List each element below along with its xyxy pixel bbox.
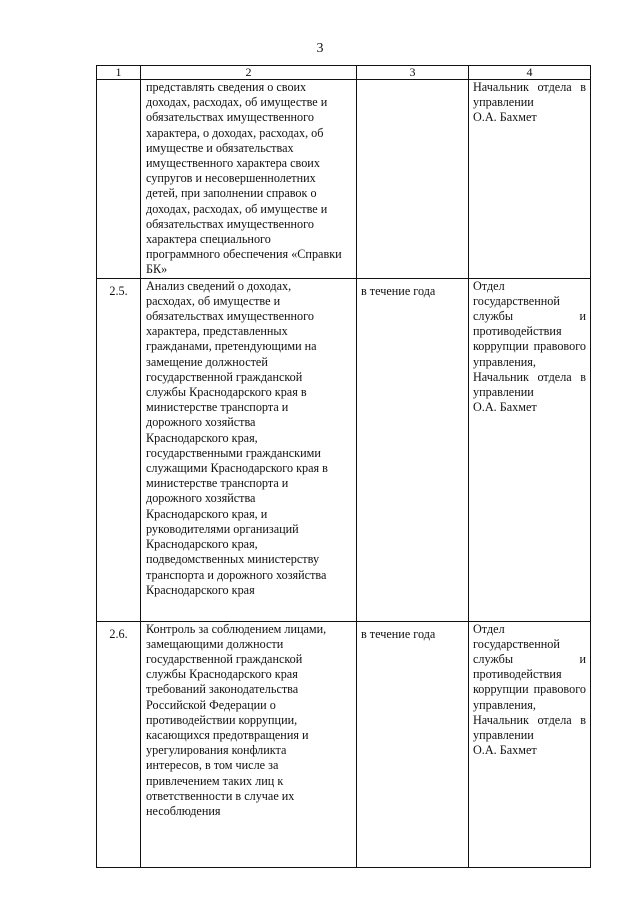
measures-table — [96, 65, 591, 868]
responsible-word: противодействия — [473, 324, 562, 339]
text-line: представлять сведения о своих — [146, 80, 307, 94]
text-line: Краснодарского края, — [146, 537, 258, 552]
text-line: БК» — [146, 262, 168, 277]
text-line: требований законодательства — [146, 682, 299, 697]
responsible-word: государственной — [473, 293, 560, 308]
responsible-line — [473, 370, 586, 385]
text-line: Краснодарского края, — [146, 430, 258, 445]
text-line: государственной гражданской — [146, 369, 303, 384]
responsible-word: отдела — [537, 712, 572, 727]
text-line: государственной гражданской — [146, 652, 303, 667]
text-line: характера, представленных — [146, 324, 288, 339]
responsible-word: службы — [473, 309, 514, 324]
responsible-line — [473, 728, 586, 743]
text-line: гражданами, претендующими на — [146, 339, 317, 354]
text-line: подведомственных министерству — [146, 552, 320, 567]
responsible-line — [473, 355, 586, 370]
text-line: Контроль за соблюдением лицами, — [146, 621, 327, 636]
text-line: программного обеспечения «Справки — [146, 247, 342, 262]
responsible-word: управлении — [473, 385, 534, 400]
responsible-word: в — [580, 80, 586, 94]
item-description — [141, 278, 357, 621]
responsible-word: правового — [533, 682, 586, 697]
text-line: интересов, в том числе за — [146, 758, 279, 773]
item-description — [141, 621, 357, 867]
text-line: Анализ сведений о доходах, — [146, 278, 292, 293]
text-line: транспорта и дорожного хозяйства — [146, 567, 327, 582]
text-line: доходах, расходах, об имуществе и — [146, 201, 328, 216]
responsible-line — [473, 637, 586, 652]
responsible-line — [473, 279, 586, 294]
text-line: доходах, расходах, об имуществе и — [146, 95, 328, 110]
table-row — [97, 80, 591, 279]
responsible-line — [473, 622, 586, 637]
responsible-word: управления, — [473, 354, 536, 369]
responsible-word: службы — [473, 652, 514, 667]
column-header-1: 1 — [97, 66, 141, 80]
text-line: имущественного характера своих — [146, 156, 320, 171]
text-line: службы Краснодарского края в — [146, 385, 307, 400]
responsible-line — [473, 294, 586, 309]
table-row — [97, 278, 591, 621]
text-line: характера специального — [146, 232, 271, 247]
responsible-line — [473, 110, 586, 125]
responsible-line — [473, 667, 586, 682]
responsible-word: О.А. Бахмет — [473, 400, 537, 415]
header-row — [97, 66, 591, 80]
responsible-line — [473, 80, 586, 95]
responsible-line — [473, 309, 586, 324]
text-line: имуществе и обязательствах — [146, 140, 294, 155]
item-description — [141, 80, 357, 279]
text-line: министерстве транспорта и — [146, 400, 289, 415]
text-line: руководителями организаций — [146, 521, 299, 536]
item-number: 2.5. — [97, 278, 141, 621]
column-header-3: 3 — [357, 66, 469, 80]
text-line: детей, при заполнении справок о — [146, 186, 317, 201]
responsible-line — [473, 743, 586, 758]
responsible-word: Начальник — [473, 80, 529, 94]
responsible-word: отдела — [537, 369, 572, 384]
text-line: обязательствах имущественного — [146, 110, 314, 125]
responsible-word: Отдел — [473, 278, 505, 293]
item-responsible — [469, 278, 591, 621]
text-line: служащими Краснодарского края в — [146, 461, 328, 476]
text-line: несоблюдения — [146, 804, 221, 819]
text-line: характера, о доходах, расходах, об — [146, 125, 324, 140]
responsible-word: коррупции — [473, 339, 529, 354]
item-term: в течение года — [357, 278, 469, 621]
responsible-line — [473, 385, 586, 400]
responsible-line — [473, 652, 586, 667]
responsible-word: в — [580, 369, 586, 384]
table-row — [97, 621, 591, 867]
responsible-word: противодействия — [473, 667, 562, 682]
text-line: урегулирования конфликта — [146, 743, 287, 758]
responsible-word: Начальник — [473, 712, 529, 727]
text-line: ответственности в случае их — [146, 788, 295, 803]
responsible-word: государственной — [473, 636, 560, 651]
text-line: касающихся предотвращения и — [146, 728, 309, 743]
responsible-line — [473, 95, 586, 110]
text-line: Российской Федерации о — [146, 697, 276, 712]
item-term: в течение года — [357, 621, 469, 867]
item-responsible — [469, 621, 591, 867]
responsible-line — [473, 682, 586, 697]
column-header-4: 4 — [469, 66, 591, 80]
responsible-word: и — [579, 652, 586, 667]
text-line: привлечением таких лиц к — [146, 773, 284, 788]
text-line: обязательствах имущественного — [146, 216, 314, 231]
text-line: замещающими должности — [146, 636, 284, 651]
text-line: дорожного хозяйства — [146, 415, 256, 430]
text-line: расходах, об имуществе и — [146, 293, 281, 308]
text-line: Краснодарского края — [146, 582, 255, 597]
item-term — [357, 80, 469, 279]
responsible-word: О.А. Бахмет — [473, 743, 537, 758]
column-header-2: 2 — [141, 66, 357, 80]
responsible-word: Начальник — [473, 369, 529, 384]
responsible-word: управления, — [473, 697, 536, 712]
item-responsible — [469, 80, 591, 279]
responsible-word: правового — [533, 339, 586, 354]
text-line: министерстве транспорта и — [146, 476, 289, 491]
responsible-line — [473, 698, 586, 713]
responsible-word: О.А. Бахмет — [473, 110, 537, 125]
responsible-line — [473, 400, 586, 415]
responsible-word: Отдел — [473, 621, 505, 636]
responsible-line — [473, 324, 586, 339]
responsible-line — [473, 713, 586, 728]
text-line: обязательствах имущественного — [146, 309, 314, 324]
text-line: службы Краснодарского края — [146, 667, 298, 682]
item-number — [97, 80, 141, 279]
responsible-word: и — [579, 309, 586, 324]
page-number: 3 — [316, 41, 324, 56]
text-line: государственными гражданскими — [146, 445, 321, 460]
text-line: замещение должностей — [146, 354, 268, 369]
responsible-word: управлении — [473, 728, 534, 743]
text-line: противодействии коррупции, — [146, 712, 298, 727]
responsible-word: управлении — [473, 95, 534, 110]
responsible-word: коррупции — [473, 682, 529, 697]
responsible-line — [473, 339, 586, 354]
responsible-word: в — [580, 712, 586, 727]
item-number: 2.6. — [97, 621, 141, 867]
text-line: Краснодарского края, и — [146, 506, 268, 521]
text-line: супругов и несовершеннолетних — [146, 171, 316, 186]
responsible-word: отдела — [537, 80, 572, 94]
text-line: дорожного хозяйства — [146, 491, 256, 506]
